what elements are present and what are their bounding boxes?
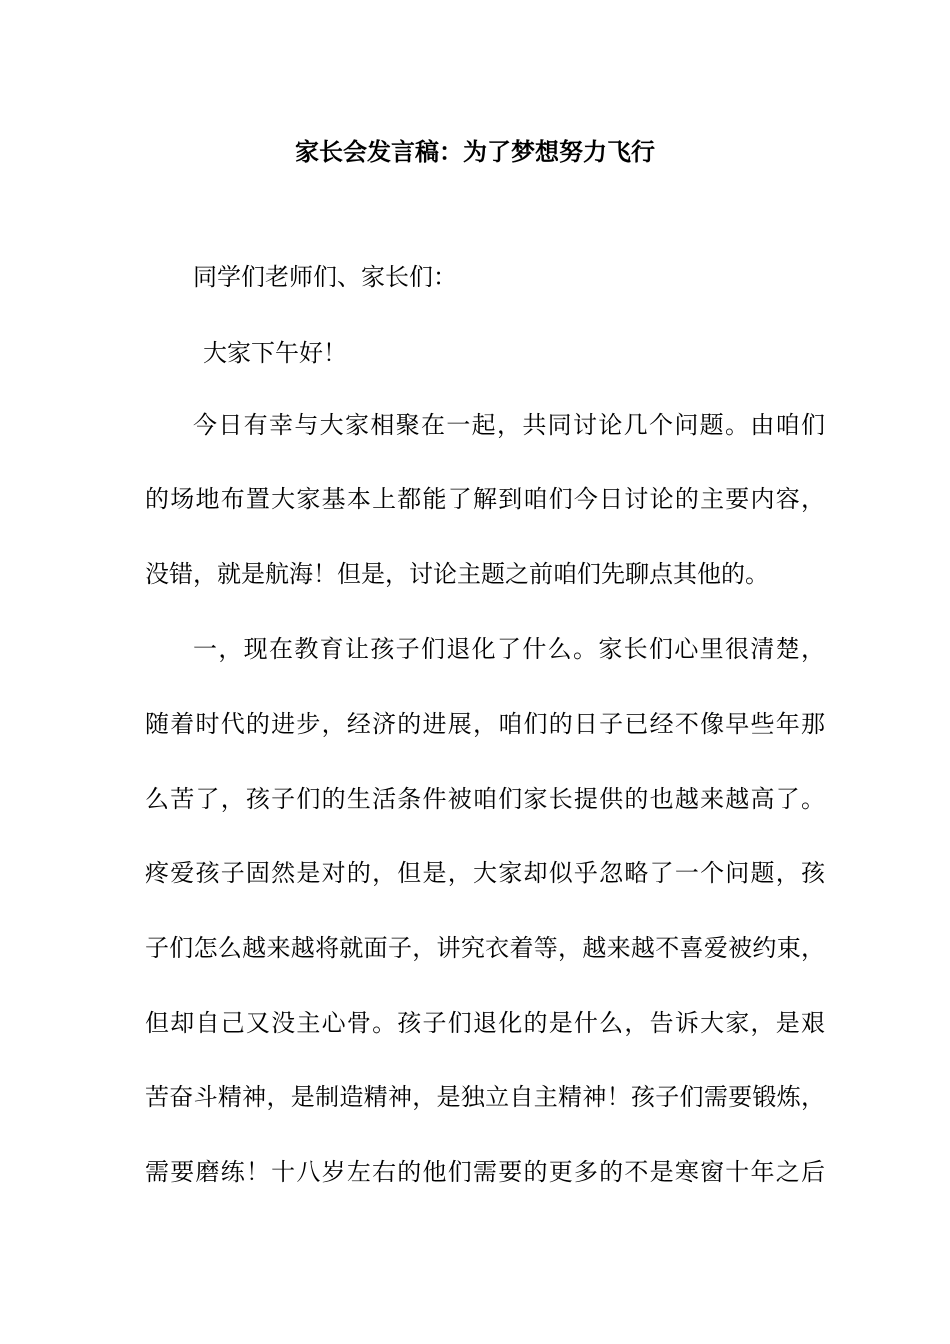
- document-title: 家长会发言稿：为了梦想努力飞行: [295, 137, 655, 166]
- paragraph-line: 但却自己又没主心骨。孩子们退化的是什么，告诉大家，是艰: [145, 1009, 825, 1037]
- paragraph-line: 么苦了，孩子们的生活条件被咱们家长提供的也越来越高了。: [145, 785, 825, 813]
- paragraph-line: 一，现在教育让孩子们退化了什么。家长们心里很清楚，: [193, 635, 825, 663]
- paragraph-line: 疼爱孩子固然是对的，但是，大家却似乎忽略了一个问题，孩: [145, 859, 825, 887]
- paragraph-line: 没错，就是航海！但是，讨论主题之前咱们先聊点其他的。: [145, 560, 769, 588]
- greeting-line: 同学们老师们、家长们：: [193, 263, 457, 291]
- paragraph-line: 子们怎么越来越将就面子，讲究衣着等，越来越不喜爱被约束，: [145, 934, 825, 962]
- paragraph-line: 今日有幸与大家相聚在一起，共同讨论几个问题。由咱们: [193, 411, 825, 439]
- paragraph-line: 苦奋斗精神，是制造精神，是独立自主精神！孩子们需要锻炼，: [145, 1083, 825, 1111]
- paragraph-line: 随着时代的进步，经济的进展，咱们的日子已经不像早些年那: [145, 710, 825, 738]
- salutation-line: 大家下午好！: [203, 339, 347, 367]
- paragraph-line: 需要磨练！十八岁左右的他们需要的更多的不是寒窗十年之后: [145, 1158, 825, 1186]
- paragraph-line: 的场地布置大家基本上都能了解到咱们今日讨论的主要内容，: [145, 485, 825, 513]
